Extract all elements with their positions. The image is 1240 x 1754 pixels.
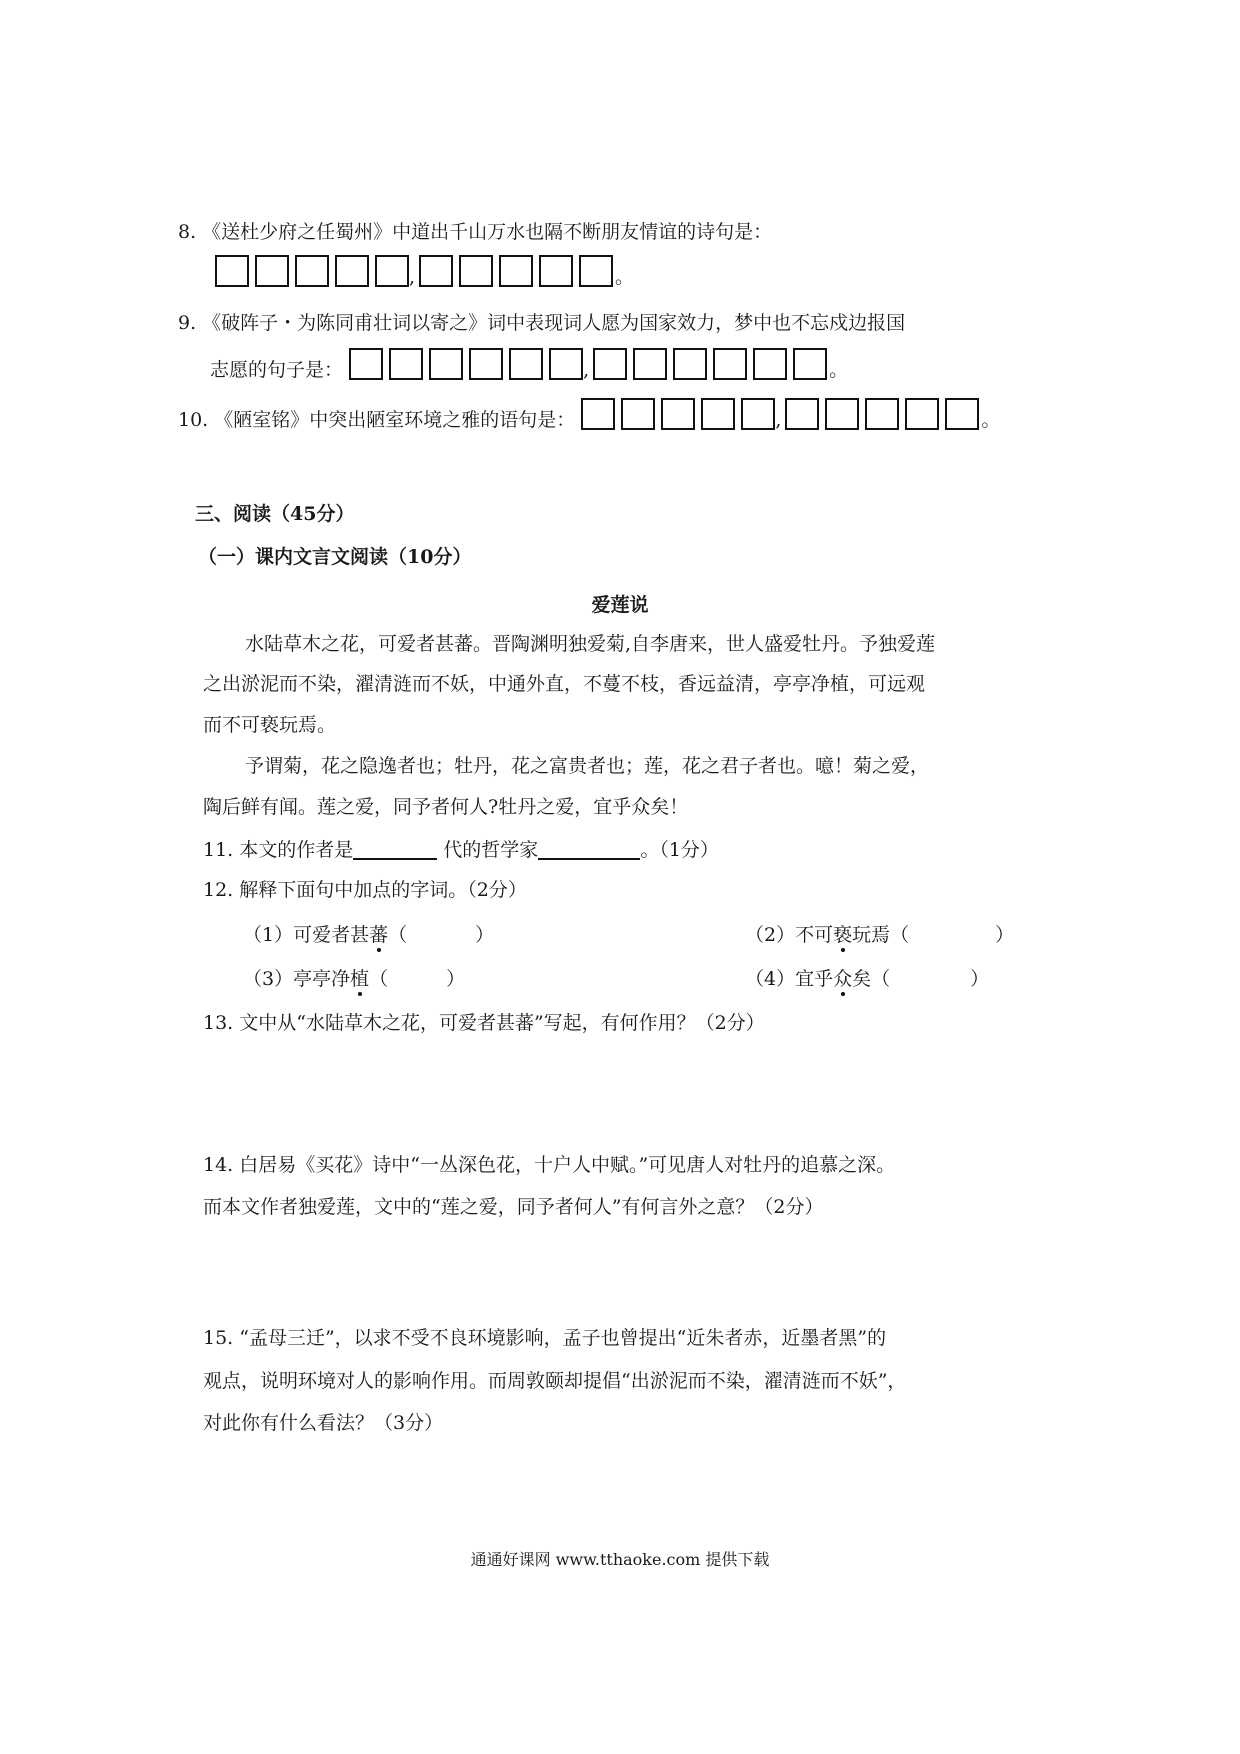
question-15-line-1: 15. “孟母三迁”，以求不受不良环境影响，孟子也曾提出“近朱者赤，近墨者黑”的 <box>203 1327 887 1349</box>
answer-box[interactable] <box>633 348 667 380</box>
comma: , <box>775 409 782 431</box>
answer-area-13[interactable] <box>203 1050 1043 1150</box>
answer-box[interactable] <box>389 348 423 380</box>
item-text: （4）宜乎 <box>745 968 834 990</box>
answer-box-group-2 <box>785 398 979 430</box>
answer-box[interactable] <box>349 348 383 380</box>
passage-line: 而不可亵玩焉。 <box>203 714 337 736</box>
question-15-line-2: 观点，说明环境对人的影响作用。而周敦颐却提倡“出淤泥而不染，濯清涟而不妖”， <box>203 1370 907 1392</box>
question-12: 12. 解释下面句中加点的字词。（2分） <box>203 879 527 901</box>
question-8-answer-boxes <box>215 255 634 287</box>
answer-box[interactable] <box>865 398 899 430</box>
answer-box-group-1 <box>581 398 775 430</box>
answer-box[interactable] <box>825 398 859 430</box>
answer-box[interactable] <box>335 255 369 287</box>
answer-box[interactable] <box>469 348 503 380</box>
answer-box[interactable] <box>661 398 695 430</box>
answer-box[interactable] <box>593 348 627 380</box>
passage-line: 之出淤泥而不染，濯清涟而不妖，中通外直，不蔓不枝，香远益清，亭亭净植，可远观 <box>203 673 926 695</box>
answer-area-15[interactable] <box>203 1445 1043 1525</box>
question-15-line-3: 对此你有什么看法？（3分） <box>203 1412 444 1434</box>
answer-box[interactable] <box>375 255 409 287</box>
subsection-heading: （一）课内文言文阅读（10分） <box>198 546 472 568</box>
question-10-text: 10. 《陋室铭》中突出陋室环境之雅的语句是： <box>178 409 576 431</box>
question-10 <box>178 398 1000 430</box>
section-heading-reading: 三、阅读（45分） <box>195 503 355 525</box>
answer-box[interactable] <box>579 255 613 287</box>
passage-line: 水陆草木之花，可爱者甚蕃。晋陶渊明独爱菊,自李唐来，世人盛爱牡丹。予独爱莲 <box>245 633 936 655</box>
question-8 <box>178 223 772 242</box>
page-footer: 通通好课网 www.tthaoke.com 提供下载 <box>470 1550 770 1569</box>
answer-box-group-2 <box>419 255 613 287</box>
answer-box[interactable] <box>549 348 583 380</box>
question-12-item-3 <box>243 970 465 989</box>
close-paren: ） <box>446 968 466 990</box>
dotted-char: 众 <box>833 968 853 990</box>
item-text: （1）可爱者甚 <box>243 924 370 946</box>
question-9-answer-line <box>210 348 848 380</box>
answer-box[interactable] <box>621 398 655 430</box>
question-8-text: 8. 《送杜少府之任蜀州》中道出千山万水也隔不断朋友情谊的诗句是： <box>178 221 773 243</box>
answer-box[interactable] <box>295 255 329 287</box>
answer-box[interactable] <box>793 348 827 380</box>
answer-box[interactable] <box>429 348 463 380</box>
close-paren: ） <box>475 924 495 946</box>
item-text: （ <box>369 968 389 990</box>
answer-box[interactable] <box>581 398 615 430</box>
answer-box[interactable] <box>673 348 707 380</box>
dotted-char: 植 <box>350 968 370 990</box>
answer-box[interactable] <box>539 255 573 287</box>
item-text: （3）亭亭净 <box>243 968 351 990</box>
dotted-char: 蕃 <box>369 924 389 946</box>
answer-box[interactable] <box>499 255 533 287</box>
answer-box[interactable] <box>509 348 543 380</box>
answer-box[interactable] <box>741 398 775 430</box>
answer-box[interactable] <box>945 398 979 430</box>
close-paren: ） <box>995 924 1015 946</box>
question-12-item-2 <box>745 926 1014 945</box>
item-text: （ <box>388 924 408 946</box>
question-9-text-2: 志愿的句子是： <box>210 359 344 381</box>
period: 。 <box>981 409 1001 431</box>
question-9-text: 9. 《破阵子・为陈同甫壮词以寄之》词中表现词人愿为国家效力，梦中也不忘戍边报国 <box>178 312 906 334</box>
answer-blank-dynasty[interactable] <box>353 838 437 860</box>
close-paren: ） <box>970 968 990 990</box>
answer-box[interactable] <box>785 398 819 430</box>
dotted-char: 亵 <box>833 924 853 946</box>
answer-box[interactable] <box>255 255 289 287</box>
passage-line: 予谓菊，花之隐逸者也；牡丹，花之富贵者也；莲，花之君子者也。噫！菊之爱， <box>245 755 930 777</box>
question-12-item-1 <box>243 926 494 945</box>
question-9 <box>178 314 905 333</box>
answer-blank-author[interactable] <box>538 838 640 860</box>
answer-box[interactable] <box>905 398 939 430</box>
question-12-item-4 <box>745 970 989 989</box>
period: 。 <box>615 266 635 288</box>
answer-box[interactable] <box>459 255 493 287</box>
passage-line: 陶后鲜有闻。莲之爱，同予者何人?牡丹之爱，宜乎众矣！ <box>203 796 689 818</box>
question-14-line-2: 而本文作者独爱莲，文中的“莲之爱，同予者何人”有何言外之意？（2分） <box>203 1196 824 1218</box>
period: 。 <box>829 359 849 381</box>
comma: , <box>409 266 416 288</box>
question-11-text-a: 11. 本文的作者是 <box>203 839 354 861</box>
answer-box[interactable] <box>753 348 787 380</box>
item-text: （2）不可 <box>745 924 834 946</box>
question-11-text-b: 代的哲学家 <box>437 839 539 861</box>
comma: , <box>583 359 590 381</box>
question-13: 13. 文中从“水陆草木之花，可爱者甚蕃”写起，有何作用？（2分） <box>203 1012 765 1034</box>
item-text: 玩焉（ <box>852 924 910 946</box>
answer-area-14[interactable] <box>203 1230 1043 1320</box>
answer-box[interactable] <box>713 348 747 380</box>
answer-box[interactable] <box>215 255 249 287</box>
question-14-line-1: 14. 白居易《买花》诗中“一丛深色花，十户人中赋。”可见唐人对牡丹的追慕之深。 <box>203 1154 896 1176</box>
question-11 <box>203 838 719 860</box>
answer-box[interactable] <box>419 255 453 287</box>
passage-title: 爱莲说 <box>591 594 649 616</box>
question-11-text-c: 。（1分） <box>640 839 719 861</box>
item-text: 矣（ <box>852 968 891 990</box>
answer-box-group-1 <box>215 255 409 287</box>
answer-box[interactable] <box>701 398 735 430</box>
answer-box-group-2 <box>593 348 827 380</box>
answer-box-group-1 <box>349 348 583 380</box>
